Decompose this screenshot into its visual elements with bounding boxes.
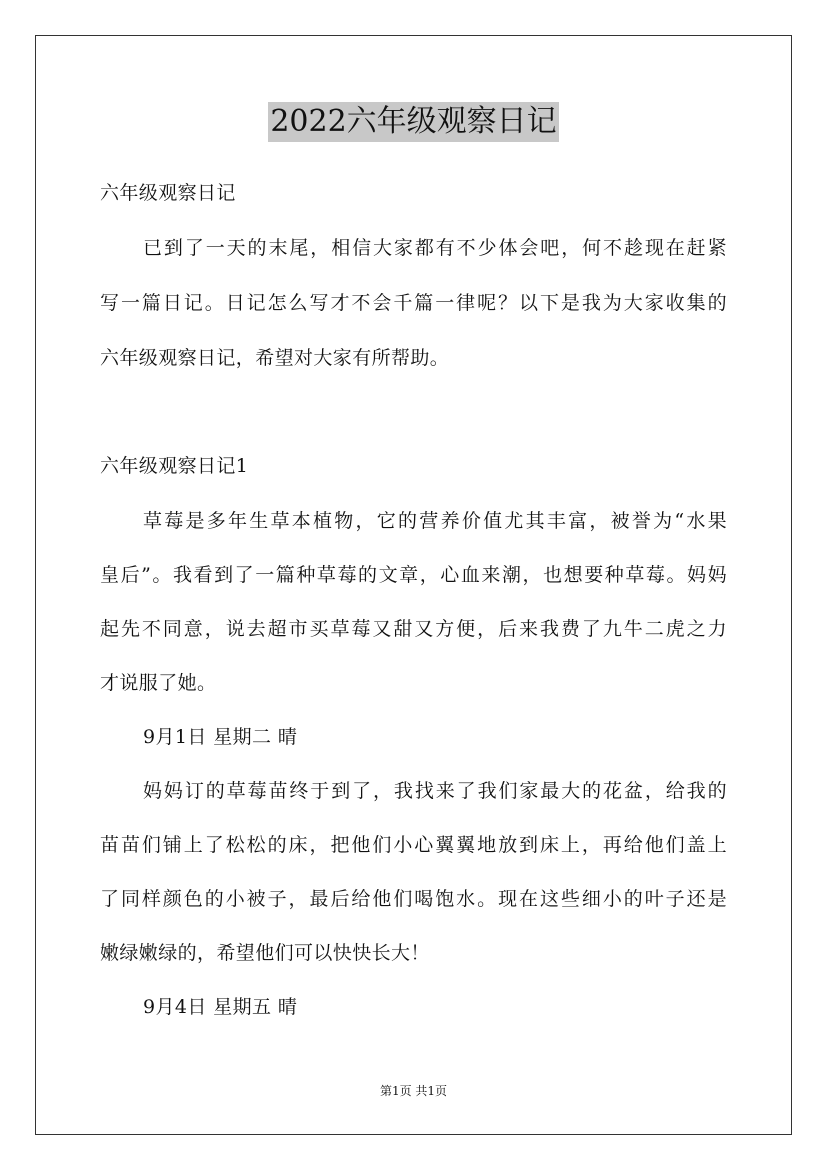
- para2-line-2: 苗苗们铺上了松松的床，把他们小心翼翼地放到床上，再给他们盖上: [100, 834, 727, 856]
- intro-line-3: 六年级观察日记，希望对大家有所帮助。: [100, 347, 450, 369]
- para2-line-1: 妈妈订的草莓苗终于到了，我找来了我们家最大的花盆，给我的: [143, 780, 727, 802]
- section-heading: 六年级观察日记1: [100, 455, 249, 477]
- date-entry-2: 9月4日 星期五 晴: [143, 996, 298, 1018]
- page-number-footer: 第1页 共1页: [379, 1084, 448, 1098]
- para1-line-2: 皇后”。我看到了一篇种草莓的文章，心血来潮，也想要种草莓。妈妈: [100, 564, 727, 586]
- para1-line-4: 才说服了她。: [100, 672, 217, 694]
- para2-line-4: 嫩绿嫩绿的，希望他们可以快快长大！: [100, 942, 430, 964]
- document-title: 2022六年级观察日记: [268, 102, 558, 142]
- para1-line-3: 起先不同意，说去超市买草莓又甜又方便，后来我费了九牛二虎之力: [100, 618, 727, 640]
- document-subtitle: 六年级观察日记: [100, 182, 236, 204]
- intro-line-1: 已到了一天的末尾，相信大家都有不少体会吧，何不趁现在赶紧: [143, 237, 727, 259]
- para2-line-3: 了同样颜色的小被子，最后给他们喝饱水。现在这些细小的叶子还是: [100, 888, 727, 910]
- intro-line-2: 写一篇日记。日记怎么写才不会千篇一律呢？以下是我为大家收集的: [100, 292, 727, 314]
- title-container: [0, 102, 827, 142]
- date-entry-1: 9月1日 星期二 晴: [143, 726, 298, 748]
- para1-line-1: 草莓是多年生草本植物，它的营养价值尤其丰富，被誉为“水果: [143, 510, 727, 532]
